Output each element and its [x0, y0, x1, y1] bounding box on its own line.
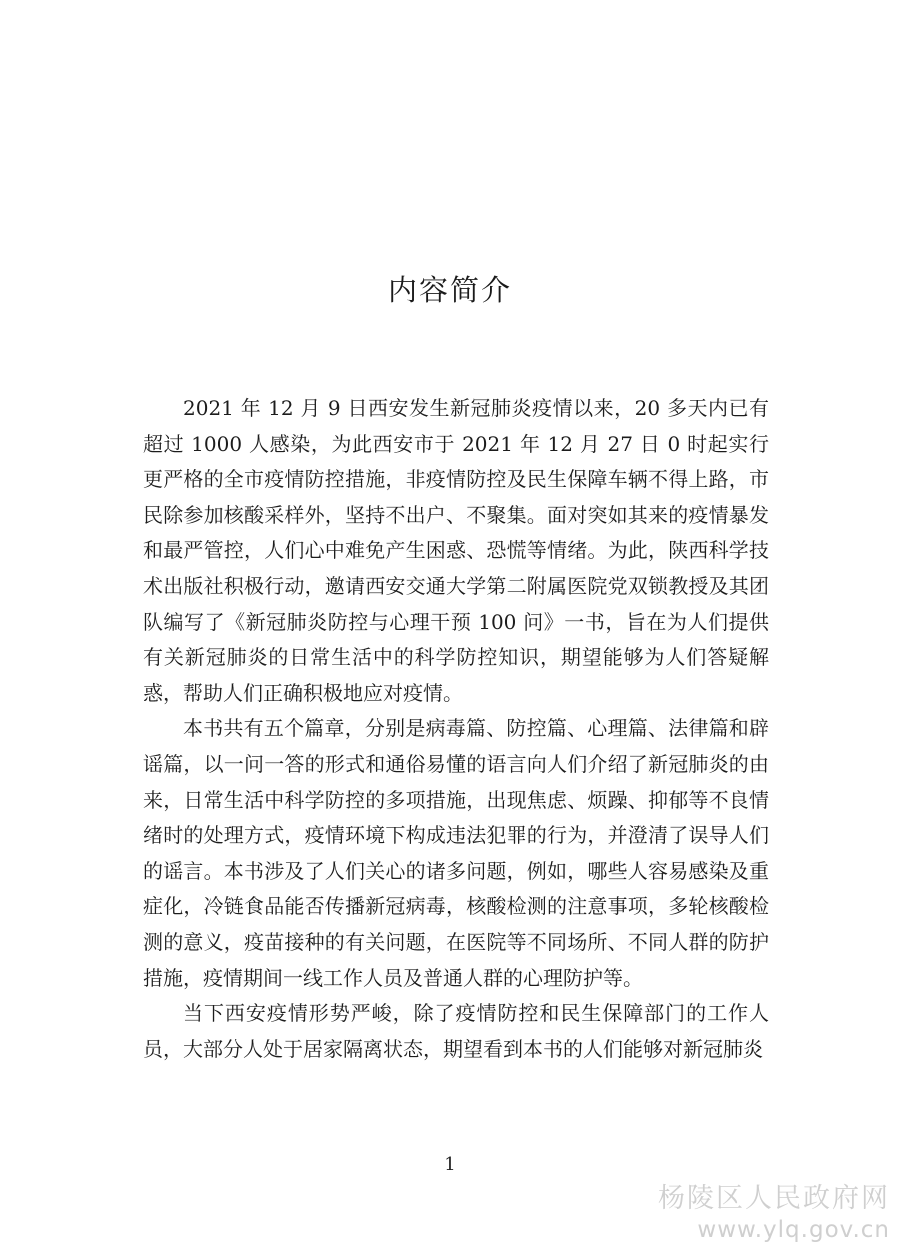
page-title: 内容简介: [387, 273, 512, 307]
body-text: [143, 391, 769, 1067]
watermark: [658, 1182, 890, 1244]
watermark-site-name: 杨陵区人民政府网: [658, 1183, 890, 1214]
paragraph-2: 本书共有五个篇章，分别是病毒篇、防控篇、心理篇、法律篇和辟谣篇，以一问一答的形式和通俗易懂的语言向人们介绍了新冠肺炎的由来，日常生活中科学防控的多项措施，出现焦虑、烦躁、抑郁等不良情绪时的处理方式，疫情环境下构成违法犯罪的行为，并澄清了误导人们的谣言。本书涉及了人们关心的诸多问题，例如，哪些人容易感染及重症化，冷链食品能否传播新冠病毒，核酸检测的注意事项，多轮核酸检测的意义，疫苗接种的有关问题，在医院等不同场所、不同人群的防护措施，疫情期间一线工作人员及普通人群的心理防护等。: [143, 716, 769, 990]
paragraph-3: 当下西安疫情形势严峻，除了疫情防控和民生保障部门的工作人员，大部分人处于居家隔离状态，期望看到本书的人们能够对新冠肺炎: [143, 1001, 769, 1061]
page-number: 1: [444, 1154, 456, 1175]
paragraph-1: 2021 年 12 月 9 日西安发生新冠肺炎疫情以来，20 多天内已有超过 1000 人感染，为此西安市于 2021 年 12 月 27 日 0 时起实行更严格的全市疫情防控措施，非疫情防控及民生保障车辆不得上路，市民除参加核酸采样外，坚持不出户、不聚集。面对突如其来的疫情暴发和最严管控，人们心中难免产生困惑、恐慌等情绪。为此，陕西科学技术出版社积极行动，邀请西安交通大学第二附属医院党双锁教授及其团队编写了《新冠肺炎防控与心理干预 100 问》一书，旨在为人们提供有关新冠肺炎的日常生活中的科学防控知识，期望能够为人们答疑解惑，帮助人们正确积极地应对疫情。: [143, 396, 769, 705]
watermark-url: www.ylq.gov.cn: [697, 1217, 890, 1243]
